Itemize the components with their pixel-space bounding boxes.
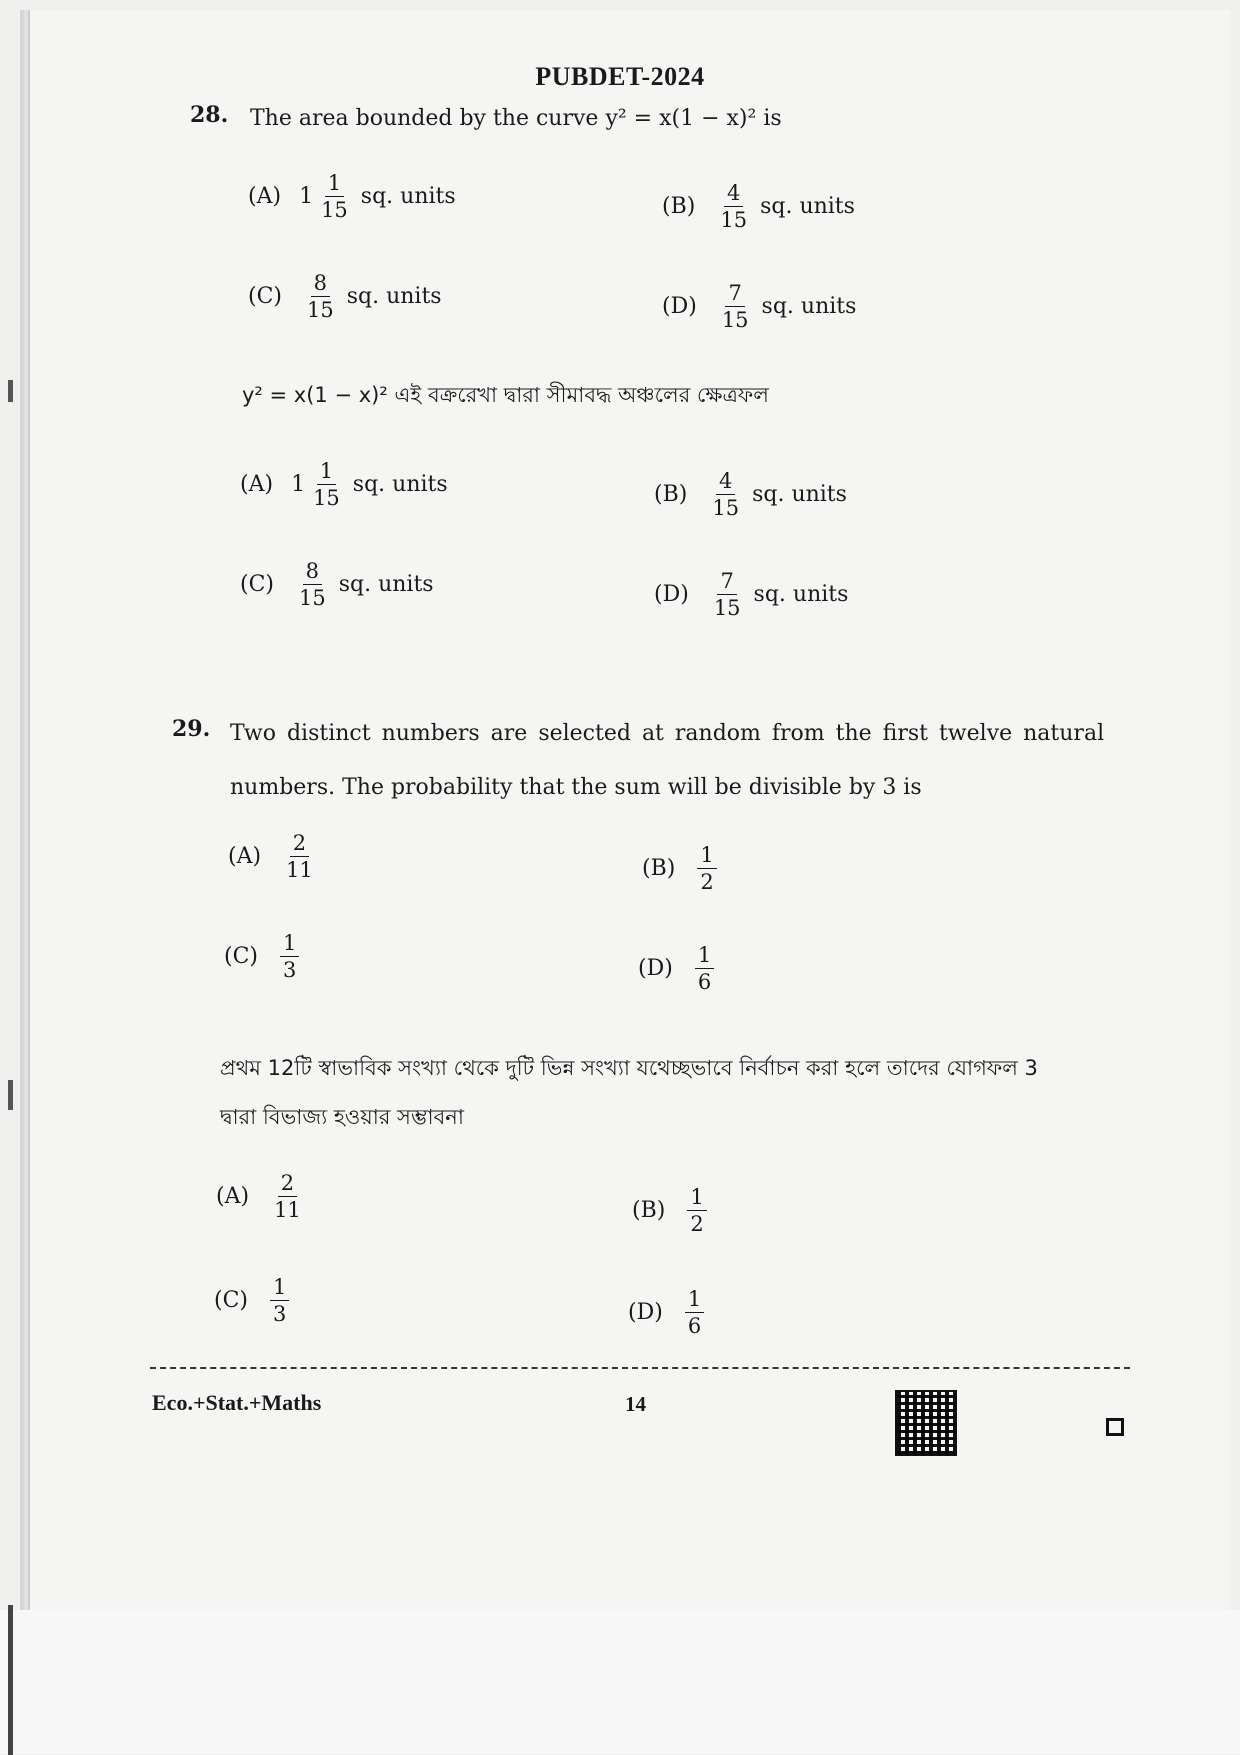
fraction	[717, 182, 750, 231]
option-label: (B)	[642, 856, 676, 882]
numerator: 1	[697, 844, 716, 869]
edge-mark	[8, 1080, 13, 1110]
footer-divider	[150, 1367, 1130, 1369]
question-text-bengali-line2: দ্বারা বিভাজ্য হওয়ার সম্ভাবনা	[220, 1105, 464, 1129]
question-text-english: The area bounded by the curve y² = x(1 − x)² is	[250, 106, 782, 131]
unit: sq. units	[761, 294, 857, 320]
option-d	[662, 282, 856, 331]
numerator: 2	[290, 832, 309, 857]
numerator: 1	[687, 1186, 706, 1211]
option-label: (C)	[224, 944, 258, 970]
unit: sq. units	[338, 572, 434, 598]
edge-mark	[8, 1605, 13, 1755]
fraction	[270, 1276, 289, 1325]
footer-subject: Eco.+Stat.+Maths	[152, 1390, 322, 1415]
mixed-whole: 1	[291, 472, 306, 498]
numerator: 4	[716, 470, 735, 495]
denominator: 15	[713, 596, 741, 621]
numerator: 8	[311, 272, 330, 297]
numerator: 7	[717, 570, 736, 595]
denominator: 15	[712, 496, 740, 521]
fraction	[304, 272, 337, 321]
option-label: (A)	[228, 844, 262, 870]
unit: sq. units	[753, 582, 849, 608]
fraction	[280, 932, 299, 981]
numerator: 1	[695, 944, 714, 969]
numerator: 1	[280, 932, 299, 957]
unit: sq. units	[346, 284, 442, 310]
option-label: (A)	[248, 184, 282, 210]
corner-square-icon	[1106, 1418, 1124, 1436]
option-c	[224, 932, 309, 981]
fraction	[695, 944, 714, 993]
option-label: (C)	[214, 1288, 248, 1314]
numerator: 1	[685, 1288, 704, 1313]
option-a	[228, 832, 326, 881]
option-label: (D)	[628, 1300, 663, 1326]
denominator: 11	[274, 1198, 301, 1223]
denominator: 6	[697, 970, 712, 995]
denominator: 3	[273, 1302, 287, 1327]
fraction	[697, 844, 716, 893]
scan-background	[0, 1610, 1240, 1754]
denominator: 11	[286, 858, 313, 883]
numerator: 4	[724, 182, 743, 207]
numerator: 1	[317, 460, 336, 485]
denominator: 6	[687, 1314, 702, 1339]
qr-code-icon	[895, 1390, 957, 1456]
denominator: 15	[721, 308, 749, 333]
unit: sq. units	[760, 194, 855, 220]
denominator: 15	[720, 208, 748, 233]
option-b	[642, 844, 727, 893]
option-c-bn	[240, 560, 434, 609]
denominator: 2	[700, 870, 714, 895]
option-a-bn	[216, 1172, 314, 1221]
option-c	[248, 272, 442, 321]
option-label: (C)	[240, 572, 274, 598]
fraction	[283, 832, 316, 881]
numerator: 1	[325, 172, 344, 197]
unit: sq. units	[352, 472, 448, 498]
denominator: 15	[313, 486, 340, 511]
option-a-bn	[240, 460, 448, 509]
unit: sq. units	[752, 482, 847, 508]
option-a	[248, 172, 456, 221]
option-b-bn	[632, 1186, 717, 1235]
denominator: 2	[690, 1212, 704, 1237]
unit: sq. units	[360, 184, 456, 210]
question-number: 28.	[190, 102, 229, 128]
option-c-bn	[214, 1276, 299, 1325]
fraction	[687, 1186, 706, 1235]
page-header: PUBDET-2024	[535, 62, 705, 91]
denominator: 15	[307, 298, 334, 323]
edge-mark	[8, 380, 13, 402]
denominator: 15	[299, 586, 326, 611]
numerator: 2	[278, 1172, 297, 1197]
fraction	[318, 172, 351, 221]
fraction	[271, 1172, 304, 1221]
question-number: 29.	[172, 716, 211, 742]
option-d-bn	[654, 570, 848, 619]
option-label: (B)	[662, 194, 696, 220]
fraction	[719, 282, 752, 331]
question-text-bengali-line1: প্রথম 12টি স্বাভাবিক সংখ্যা থেকে দুটি ভিন্ন সংখ্যা যথেচ্ছভাবে নির্বাচন করা হলে তাদের যোগফল 3	[220, 1056, 1038, 1080]
option-label: (A)	[216, 1184, 250, 1210]
option-label: (A)	[240, 472, 274, 498]
option-b-bn	[654, 470, 847, 519]
option-label: (D)	[638, 956, 673, 982]
numerator: 1	[270, 1276, 289, 1301]
footer-page-number: 14	[625, 1392, 646, 1416]
question-text-english-line2: numbers. The probability that the sum will be divisible by 3 is	[230, 775, 922, 800]
fraction	[709, 470, 742, 519]
mixed-whole: 1	[299, 184, 314, 210]
option-label: (B)	[654, 482, 688, 508]
option-d-bn	[628, 1288, 714, 1337]
numerator: 8	[303, 560, 322, 585]
fraction	[685, 1288, 704, 1337]
option-label: (D)	[662, 294, 697, 320]
option-label: (D)	[654, 582, 689, 608]
option-d	[638, 944, 724, 993]
fraction	[296, 560, 329, 609]
denominator: 3	[283, 958, 297, 983]
numerator: 7	[725, 282, 744, 307]
question-text-bengali: y² = x(1 − x)² এই বক্ররেখা দ্বারা সীমাবদ্ধ অঞ্চলের ক্ষেত্রফল	[242, 383, 769, 407]
fraction	[310, 460, 343, 509]
question-text-english-line1: Two distinct numbers are selected at random from the first twelve natural	[230, 721, 1105, 746]
option-b	[662, 182, 855, 231]
denominator: 15	[321, 198, 348, 223]
option-label: (C)	[248, 284, 282, 310]
fraction	[711, 570, 744, 619]
option-label: (B)	[632, 1198, 666, 1224]
